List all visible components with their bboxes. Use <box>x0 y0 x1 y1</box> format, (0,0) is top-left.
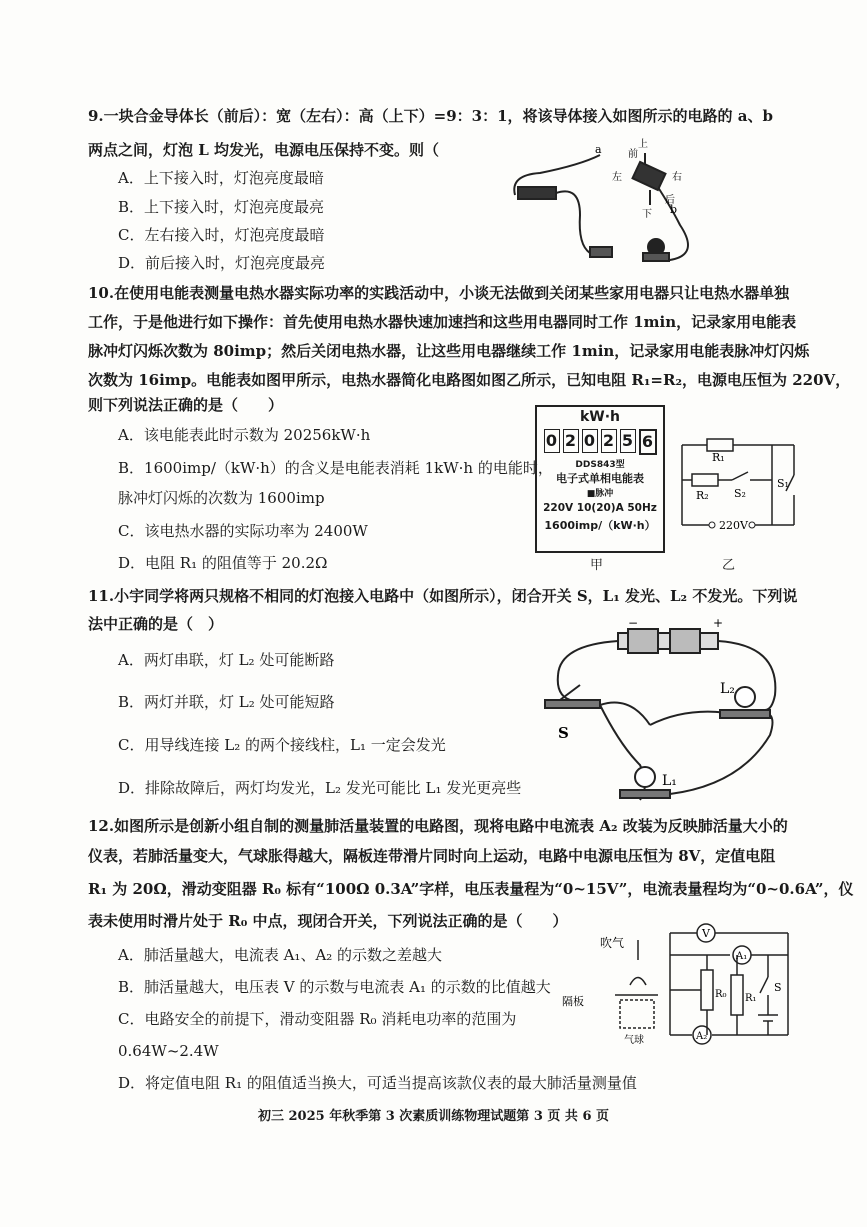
q11-stem-line2: 法中正确的是（ ） <box>88 615 224 633</box>
voltmeter-label: V <box>702 927 710 940</box>
heater-label-r2: R₂ <box>696 489 709 502</box>
balloon-label: 气球 <box>624 1035 644 1046</box>
heater-label-s2: S₂ <box>734 487 746 500</box>
lamp-l2-label: L₂ <box>720 681 735 697</box>
q10-option-c: C．该电热水器的实际功率为 2400W <box>118 522 368 540</box>
battery-plus-label: + <box>713 616 724 630</box>
q10-stem-line3: 脉冲灯闪烁次数为 80imp；然后关闭电热水器，让这些用电器继续工作 1min，记录家用电能表脉冲灯闪烁 <box>88 342 810 360</box>
q12-stem-line4: 表未使用时滑片处于 R₀ 中点，现闭合开关，下列说法正确的是（ ） <box>88 912 568 930</box>
blow-label: 吹气 <box>600 936 625 950</box>
meter-digit: 5 <box>620 429 636 453</box>
caption-jia: 甲 <box>590 558 604 573</box>
q11-option-a: A．两灯串联，灯 L₂ 处可能断路 <box>118 651 335 669</box>
q12-stem-line3: R₁ 为 20Ω，滑动变阻器 R₀ 标有“100Ω 0.3A”字样，电压表量程为“0~15V”，电流表量程均为“0~0.6A”，仪 <box>88 880 854 898</box>
q12-option-d: D．将定值电阻 R₁ 的阻值适当换大，可适当提高该款仪表的最大肺活量测量值 <box>118 1074 637 1092</box>
plate-label: 隔板 <box>562 995 584 1008</box>
switch-s-label: S <box>774 981 782 994</box>
q10-stem-line4: 次数为 16imp。电能表如图甲所示，电热水器简化电路图如图乙所示，已知电阻 R₁=R₂，电源电压恒为 220V， <box>88 371 851 389</box>
q9-label-back: 后 <box>665 195 675 206</box>
q9-option-c: C．左右接入时，灯泡亮度最暗 <box>118 226 325 244</box>
meter-digit: 0 <box>582 429 598 453</box>
lamp-l1-label: L₁ <box>662 773 677 789</box>
q11-option-b: B．两灯并联，灯 L₂ 处可能短路 <box>118 693 335 711</box>
meter-name: 电子式单相电能表 <box>556 472 644 485</box>
q12-circuit-figure <box>560 915 805 1055</box>
meter-digits <box>537 429 663 455</box>
q9-stem-line2: 两点之间，灯泡 L 均发光，电源电压保持不变。则（ <box>88 141 439 159</box>
heater-label-r1: R₁ <box>712 451 725 464</box>
q11-stem-line1: 11.小宇同学将两只规格不相同的灯泡接入电路中（如图所示），闭合开关 S，L₁ 发光、L₂ 不发光。下列说 <box>88 587 798 605</box>
meter-constant: 1600imp/（kW·h） <box>544 519 656 532</box>
q10-stem-line1: 10.在使用电能表测量电热水器实际功率的实践活动中，小谈无法做到关闭某些家用电器只让电热水器单独 <box>88 284 790 302</box>
meter-digit: 2 <box>563 429 579 453</box>
q10-option-b: B．1600imp/（kW·h）的含义是电能表消耗 1kW·h 的电能时， <box>118 459 553 477</box>
q9-option-a: A．上下接入时，灯泡亮度最暗 <box>118 169 324 187</box>
meter-rating: 220V 10(20)A 50Hz <box>543 502 657 514</box>
ammeter-a2-label: A₂ <box>696 1031 708 1042</box>
q9-label-left: 左 <box>612 172 622 183</box>
caption-yi: 乙 <box>722 558 736 573</box>
q11-circuit-figure <box>540 615 800 810</box>
q10-option-a: A．该电能表此时示数为 20256kW·h <box>118 426 371 444</box>
q12-stem-line1: 12.如图所示是创新小组自制的测量肺活量装置的电路图，现将电路中电流表 A₂ 改装为反映肺活量大小的 <box>88 817 788 835</box>
meter-digit: 2 <box>601 429 617 453</box>
meter-model: DDS843型 <box>575 460 625 470</box>
q12-option-c: C．电路安全的前提下，滑动变阻器 R₀ 消耗电功率的范围为 <box>118 1010 517 1028</box>
q10-stem-line2: 工作，于是他进行如下操作：首先使用电热水器快速加速挡和这些用电器同时工作 1min，记录家用电能表 <box>88 313 797 331</box>
q9-label-b: b <box>670 203 678 216</box>
q9-label-a: a <box>595 143 602 156</box>
page-footer: 初三 2025 年秋季第 3 次素质训练物理试题第 3 页 共 6 页 <box>257 1109 610 1124</box>
battery-minus-label: − <box>628 616 639 630</box>
heater-label-s1: S₁ <box>777 477 789 490</box>
q10-option-b-cont: 脉冲灯闪烁的次数为 1600imp <box>118 489 325 507</box>
q10-option-d: D．电阻 R₁ 的阻值等于 20.2Ω <box>118 554 328 572</box>
q12-stem-line2: 仪表，若肺活量变大，气球胀得越大，隔板连带滑片同时向上运动，电路中电源电压恒为 8V，定值电阻 <box>88 847 776 865</box>
q12-option-a: A．肺活量越大，电流表 A₁、A₂ 的示数之差越大 <box>118 946 443 964</box>
q9-option-b: B．上下接入时，灯泡亮度最亮 <box>118 198 325 216</box>
heater-circuit-figure <box>672 425 812 540</box>
meter-pulse: ■脉冲 <box>586 489 614 499</box>
resistor-r1-label: R₁ <box>745 993 757 1004</box>
q10-stem-line5: 则下列说法正确的是（ ） <box>88 396 284 414</box>
q11-option-c: C．用导线连接 L₂ 的两个接线柱，L₁ 一定会发光 <box>118 736 446 754</box>
q12-option-b: B．肺活量越大，电压表 V 的示数与电流表 A₁ 的示数的比值越大 <box>118 978 551 996</box>
ammeter-a1-label: A₁ <box>736 951 748 962</box>
energy-meter-figure <box>535 405 665 553</box>
q9-stem-line1: 9.一块合金导体长（前后）：宽（左右）：高（上下）=9：3：1，将该导体接入如图所示的电路的 a、b <box>88 107 773 125</box>
switch-s-label: S <box>558 724 569 742</box>
q9-label-front: 前 <box>628 149 638 160</box>
q9-label-right: 右 <box>672 172 682 183</box>
heater-label-voltage: 220V <box>719 519 748 532</box>
q9-label-down: 下 <box>642 209 652 220</box>
meter-unit: kW·h <box>579 409 621 425</box>
q9-label-up: 上 <box>638 139 648 150</box>
meter-digit: 0 <box>544 429 560 453</box>
resistor-r0-label: R₀ <box>715 989 727 1000</box>
q9-circuit-figure <box>500 135 710 275</box>
meter-digit: 6 <box>639 429 657 455</box>
q12-option-c-cont: 0.64W~2.4W <box>118 1042 219 1060</box>
q9-option-d: D．前后接入时，灯泡亮度最亮 <box>118 254 326 272</box>
q11-option-d: D．排除故障后，两灯均发光，L₂ 发光可能比 L₁ 发光更亮些 <box>118 779 522 797</box>
